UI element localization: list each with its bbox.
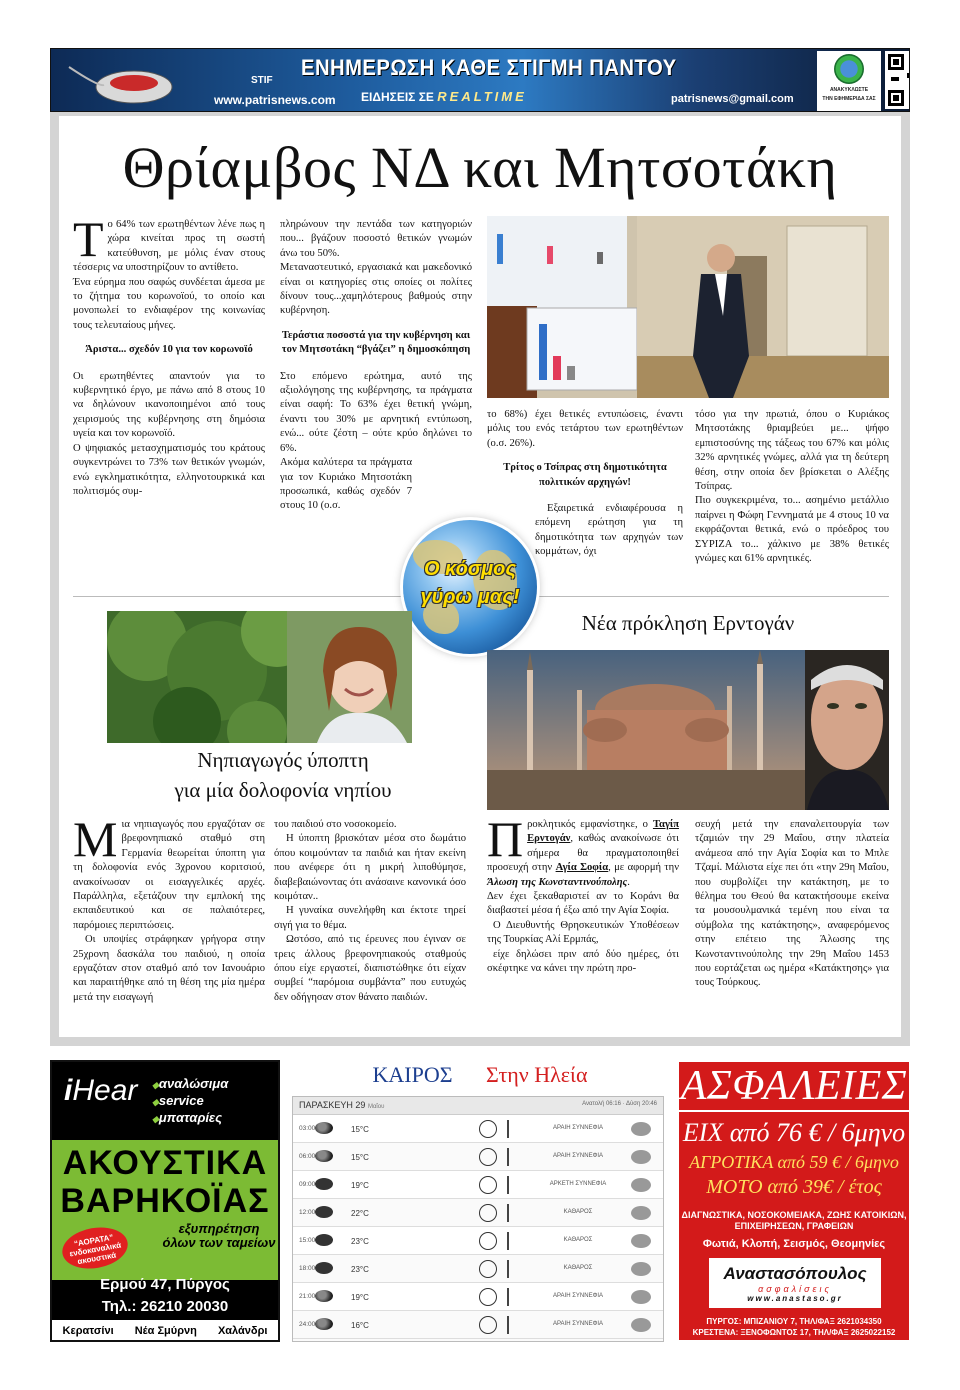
text: . [627, 876, 630, 888]
erdogan-article-col1 [487, 811, 679, 976]
realtime-tagline [361, 89, 527, 104]
weather-temp: 15°C [351, 1125, 369, 1134]
weather-moon-icon [315, 1290, 333, 1302]
branch: Νέα Σμύρνη [134, 1325, 197, 1337]
weather-time: 09:00 [299, 1181, 316, 1188]
company-web[interactable]: www.anastaso.gr [747, 1294, 843, 1303]
weather-title-region: Στην Ηλεία [486, 1062, 588, 1087]
place-link: Αγία Σοφία [555, 862, 609, 874]
weather-condition: ΚΑΘΑΡΟΣ [563, 1265, 593, 1271]
address-krestena: ΚΡΕΣΤΕΝΑ: ΞΕΝΟΦΩΝΤΟΣ 17, ΤΗΛ/ΦΑΞ 2625022152 [692, 1328, 896, 1337]
weather-time: 12:00 [299, 1209, 316, 1216]
paragraph: Οι ερωτηθέντες απαντούν για το κυβερνητικό έργο, με πάνω από 8 στους 10 να δηλώνουν ικανοποιημένοι από τους χειρισμούς της κυβέρνησης στη δημόσια υγεία και τον κορωνοϊό. [73, 370, 265, 440]
globe-line1: Ο κόσμος [423, 558, 517, 580]
paragraph [487, 811, 679, 890]
paragraph: σευχή μετά την επαναλειτουργία των τζαμιών την 29 Μαΐου, στην πλατεία ανάμεσα από την Αγία Σοφία και το Μπλε Τζαμί. Μάλιστα είχε πει ότι «την 29η Μαΐου, που συμβολίζει την κατάκτηση, με το θέλημα του Θεού θα κατακτήσουμε εκείνα τα μουσουλμανικά τεμένη που είναι τα σύμβολα της κατάκτησης», αναφερόμενος στην επέτειο της Άλωσης της Κωνσταντινούπολης την 29η Μαΐου 1453 που εορτάζεται ως ημέρα «Κατάκτησης» για τους Τούρκους. [695, 819, 889, 989]
paragraph: Ένα εύρημα που σαφώς συνδέεται άμεσα με το ζήτημα του κορωνοϊού, το οποίο και μονοπωλεί το ενδιαφέρον της κοινωνίας τους τελευταίους μήνες. [73, 276, 265, 331]
branch-locations [52, 1320, 278, 1342]
windmill-icon [507, 1204, 521, 1222]
weather-title-main: ΚΑΙΡΟΣ [372, 1062, 453, 1087]
subheading: Άριστα... σχεδόν 10 για τον κορωνοϊό [85, 344, 253, 356]
weather-temp: 19°C [351, 1293, 369, 1302]
weather-row [293, 1227, 663, 1255]
realtime-prefix: ΕΙΔΗΣΕΙΣ ΣΕ [361, 90, 434, 104]
weather-moon-icon [315, 1262, 333, 1274]
mitsotakis-photo [487, 216, 889, 398]
weather-header [293, 1097, 663, 1115]
site-logo: STIF [251, 75, 273, 86]
weather-time: 03:00 [299, 1125, 316, 1132]
branch: Χαλάνδρι [217, 1325, 268, 1337]
weather-temp: 15°C [351, 1153, 369, 1162]
paragraph: Μεταναστευτικό, εργασιακά και μακεδονικό είναι οι κατηγορίες στις οποίες οι πολίτες δίνουν τους...χαμηλότερους βαθμούς στην κυβέρνηση. [280, 262, 472, 317]
weather-moon-icon [315, 1206, 333, 1218]
weather-condition: ΑΡΑΙΗ ΣΥΝΝΕΦΙΑ [552, 1153, 604, 1159]
sun-times: Ανατολή 06:16 · Δύση 20:46 [582, 1101, 657, 1107]
paragraph: τόσο για την πρωτιά, όπου ο Κυριάκος Μητσοτάκης θριαμβεύει με... ψήφο εμπιστοσύνης της τάξεως του 67% και μόλις 32% αρνητικές γνώμες, αλλά για τη δεύτερη θέση, στην οποία δεν βρίσκεται ο Αλέξης Τσίπρας. [695, 409, 889, 493]
weather-row [293, 1115, 663, 1143]
paragraph: Ακόμα καλύτερα τα πράγματα για τον Κυριάκο Μητσοτάκη προσωπικά, καθώς σχεδόν 7 στους 10 (ο.σ. [280, 457, 412, 512]
website-link[interactable]: www.patrisnews.com [214, 93, 336, 107]
car-price: ΕΙΧ από 76 € / 6μηνο [682, 1118, 906, 1147]
weather-month: Μαΐου [367, 1104, 385, 1110]
windmill-icon [507, 1148, 521, 1166]
wind-direction-icon [479, 1232, 497, 1250]
sky-icon [631, 1206, 651, 1220]
computer-mouse-icon [59, 57, 209, 107]
paragraph: Πιο συγκεκριμένα, το... ασημένιο μετάλλιο παίρνει η Φώφη Γεννηματά με 4 στους 10 να εκφράζονται θετικά, ενώ ο πρόεδρος του ΣΥΡΙΖΑ το... χάλκινο με 38% θετικές γνώμες και 61% αρνητικές. [695, 495, 889, 565]
insurance-ad[interactable] [677, 1060, 911, 1342]
weather-row [293, 1143, 663, 1171]
service-text: εξυπηρέτηση όλων των ταμείων [162, 1221, 276, 1250]
weather-temp: 23°C [351, 1237, 369, 1246]
top-banner [50, 48, 910, 112]
address: Ερμού 47, Πύργος [100, 1276, 230, 1293]
logo-rest: Hear [72, 1074, 138, 1107]
paragraph: πληρώνουν την πεντάδα των κατηγοριών που... βγάζουν ποσοστό θετικών γνωμών άνω του 50%. [280, 219, 472, 259]
sky-icon [631, 1290, 651, 1304]
qr-code-icon[interactable] [885, 51, 910, 109]
hearing-aids-ad[interactable] [50, 1060, 280, 1342]
wind-direction-icon [479, 1288, 497, 1306]
service-item: ◆ αναλώσιμα [152, 1076, 228, 1093]
company-sub: ασφαλίσεις [758, 1284, 832, 1294]
windmill-icon [507, 1176, 521, 1194]
phone: Τηλ.: 26210 20030 [101, 1298, 229, 1315]
weather-moon-icon [315, 1122, 333, 1134]
weather-time: 21:00 [299, 1293, 316, 1300]
paragraph: Οι υποψίες στράφηκαν γρήγορα στην 25χρονη δασκάλα του παιδιού, η οποία εργαζόταν στον σταθμό από τον Ιανουάριο και παραιτήθηκε από τη θέση της μία ημέρα μετά την εισαγωγή [73, 934, 265, 1003]
logo-i: i [64, 1074, 73, 1107]
recycle-badge [817, 51, 881, 111]
erdogan-headline: Νέα πρόκληση Ερντογάν [581, 611, 795, 635]
paragraph: Δεν έχει ξεκαθαριστεί αν το Κοράνι θα διαβαστεί μέσα ή έξω από την Αγία Σοφία. [487, 891, 679, 917]
globe-line2: γύρω μας! [420, 586, 520, 608]
service-item: ◆ service [152, 1093, 228, 1110]
weather-temp: 22°C [351, 1209, 369, 1218]
event-emphasis: Άλωση της Κωνσταντινούπολης [487, 876, 628, 888]
address-pyrgos: ΠΥΡΓΟΣ: ΜΠΙΖΑΝΙΟΥ 7, ΤΗΛ/ΦΑΞ 2621034350 [706, 1317, 882, 1326]
nanny-photo [107, 611, 412, 743]
nanny-article-col2 [274, 818, 466, 1005]
paragraph: Μια νηπιαγωγός που εργαζόταν σε βρεφονηπιακό σταθμό στη Γερμανία θεωρείται ύποπτη για τη δολοφονία ενός 3χρονου κοριτσιού, ανακοίνωσαν οι εισαγγελικές αρχές. Παράλληλα, εξετάζουν την εμπλοκή της εκπαιδευτικού και σε παλαιότερες, παρόμοιες περιπτώσεις. [73, 811, 265, 931]
weather-condition: ΑΡΚΕΤΗ ΣΥΝΝΕΦΙΑ [549, 1181, 607, 1187]
services-list [152, 1076, 228, 1127]
weather-row [293, 1311, 663, 1339]
weather-row [293, 1283, 663, 1311]
recycle-icon [834, 54, 864, 84]
company-addresses [679, 1316, 909, 1338]
weather-moon-icon [315, 1318, 333, 1330]
photo-illustration [487, 216, 889, 398]
wind-direction-icon [479, 1316, 497, 1334]
insurance-risks: Φωτιά, Κλοπή, Σεισμός, Θεομηνίες [702, 1238, 886, 1250]
nanny-headline-line2: για μία δολοφονία νηπίου [174, 778, 392, 802]
photo-illustration [487, 650, 889, 810]
nanny-headline-line1: Νηπιαγωγός ύποπτη [197, 748, 369, 772]
erdogan-article-col2 [695, 818, 889, 991]
weather-time: 06:00 [299, 1153, 316, 1160]
paragraph: Το 64% των ερωτηθέντων λένε πως η χώρα κινείται προς τη σωστή κατεύθυνση, με μόλις έναν στους τέσσερις να υποστηρίζουν το αντίθετο. [73, 211, 265, 274]
weather-condition: ΚΑΘΑΡΟΣ [563, 1237, 593, 1243]
company-logo [709, 1258, 881, 1308]
windmill-icon [507, 1260, 521, 1278]
text: , καθώς ανακοίνωσε ότι σήμερα θα πραγματοποιηθεί προσευχή στην [487, 833, 679, 874]
email-link[interactable]: patrisnews@gmail.com [671, 93, 794, 105]
weather-condition: ΚΑΘΑΡΟΣ [563, 1209, 593, 1215]
weather-time: 15:00 [299, 1237, 316, 1244]
nanny-headline [73, 745, 493, 805]
brand-line1: ΑΚΟΥΣΤΙΚΑ [62, 1144, 268, 1182]
invisible-aids-badge: “ΑΟΡΑΤΑ” ενδοκαναλικά ακουστικά [59, 1223, 131, 1274]
sky-icon [631, 1150, 651, 1164]
weather-condition: ΑΡΑΙΗ ΣΥΝΝΕΦΙΑ [552, 1321, 604, 1327]
weather-temp: 16°C [351, 1321, 369, 1330]
main-article-col1 [73, 211, 265, 499]
paragraph: Ωστόσο, από τις έρευνες που έγιναν σε τρεις άλλους βρεφονηπιακούς σταθμούς όπου είχε εργαστεί, διαπιστώθηκε ότι είχαν συμβεί “παρόμοια συμβάντα” που ευτυχώς δεν οδήγησαν στον θάνατο παιδιών. [274, 934, 466, 1003]
sky-icon [631, 1318, 651, 1332]
banner-slogan: ΕΝΗΜΕΡΩΣΗ ΚΑΘΕ ΣΤΙΓΜΗ ΠΑΝΤΟΥ [301, 55, 677, 80]
paragraph: Στο επόμενο ερώτημα, αυτό της αξιολόγησης της κυβέρνησης, τα πράγματα είναι σαφή: Το 63% έχει θετική γνώμη, έναντι του 30% με αρνητική εντύπωση, ενώ... ούτε ζέστη – ούτε κρύο δηλώνει το 6%. [280, 370, 472, 454]
insurance-title: ΑΣΦΑΛΕΙΕΣ [679, 1062, 909, 1112]
address-block [52, 1274, 278, 1318]
sky-icon [631, 1122, 651, 1136]
paragraph: Η ύποπτη βρισκόταν μέσα στο δωμάτιο όπου κοιμούνταν τα παιδιά και ήταν εκείνη που ανέφερε ότι η μικρή λιποθύμησε, διαβεβαιώνοντας ότι ανάσαινε κανονικά όσο κοιμόταν.. [274, 833, 466, 903]
wind-direction-icon [479, 1148, 497, 1166]
windmill-icon [507, 1316, 521, 1334]
service-item: ◆ μπαταρίες [152, 1110, 228, 1127]
photo-illustration [107, 611, 412, 743]
weather-row [293, 1199, 663, 1227]
sky-icon [631, 1178, 651, 1192]
recycle-line1: ΑΝΑΚΥΚΛΩΣΤΕ [829, 87, 869, 93]
wind-direction-icon [479, 1260, 497, 1278]
subheading: Τρίτος ο Τσίπρας στη δημοτικότητα πολιτικών αρχηγών! [503, 462, 667, 488]
windmill-icon [507, 1288, 521, 1306]
main-article-col4 [695, 408, 889, 566]
agri-price: ΑΓΡΟΤΙΚΑ από 59 € / 6μηνο [689, 1152, 899, 1172]
company-name: Αναστασόπουλος [723, 1264, 867, 1283]
weather-condition: ΑΡΑΙΗ ΣΥΝΝΕΦΙΑ [552, 1125, 604, 1131]
weather-row [293, 1171, 663, 1199]
subheading: Τεράστια ποσοστά για την κυβέρνηση και τον Μητσοτάκη “βγάζει” η δημοσκόπηση [281, 329, 471, 356]
weather-condition: ΑΡΑΙΗ ΣΥΝΝΕΦΙΑ [552, 1293, 604, 1299]
main-article-col3 [487, 408, 683, 560]
paragraph: του παιδιού στο νοσοκομείο. [274, 819, 397, 830]
weather-table [292, 1096, 664, 1342]
text: Προκλητικός εμφανίστηκε, ο [487, 811, 648, 867]
sky-icon [631, 1262, 651, 1276]
wind-direction-icon [479, 1176, 497, 1194]
weather-row [293, 1255, 663, 1283]
wind-direction-icon [479, 1120, 497, 1138]
weather-time: 24:00 [299, 1321, 316, 1328]
weather-temp: 19°C [351, 1181, 369, 1190]
wind-direction-icon [479, 1204, 497, 1222]
windmill-icon [507, 1120, 521, 1138]
weather-time: 18:00 [299, 1265, 316, 1272]
paragraph: Ο Διευθυντής Θρησκευτικών Υποθέσεων της Τουρκίας Αλί Ερμπάς, [487, 919, 679, 946]
nanny-article-col1 [73, 811, 265, 1005]
paragraph: Η γυναίκα συνελήφθη και έκτοτε τηρεί σιγή για το θέμα. [274, 905, 466, 931]
hagia-sophia-photo [487, 650, 889, 810]
text: , με αφορμή την [608, 862, 679, 874]
brand-name [52, 1144, 278, 1220]
paragraph: είχε δηλώσει πριν από δύο ημέρες, ότι σκέφτηκε να κάνει την πρώτη προ- [487, 948, 679, 975]
name-link: Ταγίπ Ερντογάν [527, 819, 679, 845]
paragraph: το 68%) έχει θετικές εντυπώσεις, έναντι μόλις του ενός τετάρτου των ερωτηθέντων (ο.σ. 26%). [487, 409, 683, 449]
weather-title [292, 1062, 668, 1088]
paragraph: Ο ψηφιακός μετασχηματισμός του κράτους συγκεντρώνει το 73% των θετικών γνωμών, ενώ εγκληματικότητα, ελληνοτουρκικά και πολιτισμός συμ- [73, 442, 265, 497]
sky-icon [631, 1234, 651, 1248]
weather-moon-icon [315, 1234, 333, 1246]
paragraph: Εξαιρετικά ενδιαφέρουσα η επόμενη ερώτηση για τη δημοτικότητα των αρχηγών των κομμάτων, όχι [535, 503, 683, 558]
weather-day: ΠΑΡΑΣΚΕΥΗ 29 [299, 1100, 366, 1110]
main-article-col2 [280, 218, 472, 514]
insurance-types: ΔΙΑΓΝΩΣΤΙΚΑ, ΝΟΣΟΚΟΜΕΙΑΚΑ, ΖΩΗΣ ΚΑΤΟΙΚΙΩΝ, ΕΠΙΧΕΙΡΗΣΕΩΝ, ΓΡΑΦΕΙΩΝ [681, 1210, 907, 1231]
brand-line2: ΒΑΡΗΚΟΪΑΣ [60, 1182, 270, 1220]
windmill-icon [507, 1232, 521, 1250]
recycle-line2: ΤΗΝ ΕΦΗΜΕΡΙΔΑ ΣΑΣ [822, 96, 876, 102]
weather-moon-icon [315, 1150, 333, 1162]
branch: Κερατσίνι [62, 1325, 114, 1337]
weather-moon-icon [315, 1178, 333, 1190]
main-headline: Θρίαμβος ΝΔ και Μητσοτάκη [122, 135, 838, 200]
realtime-word: REALTIME [437, 89, 527, 104]
weather-temp: 23°C [351, 1265, 369, 1274]
moto-price: ΜΟΤΟ από 39€ / έτος [706, 1176, 882, 1198]
ihear-logo [64, 1074, 137, 1108]
